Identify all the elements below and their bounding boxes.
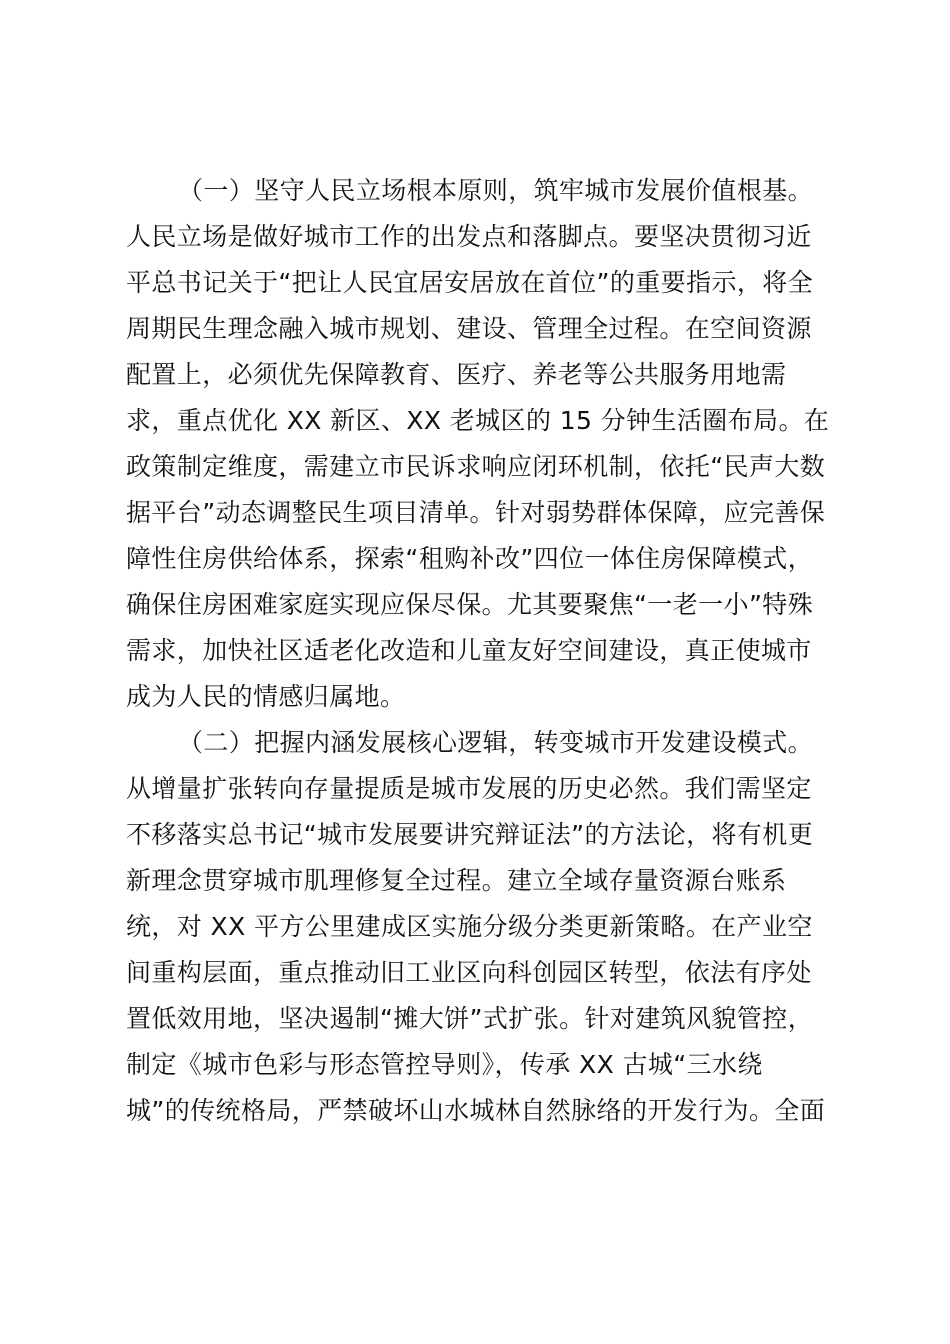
paragraph-line: 求，重点优化 XX 新区、XX 老城区的 15 分钟生活圈布局。在 — [126, 406, 830, 435]
paragraph-line: 间重构层面，重点推动旧工业区向科创园区转型，依法有序处 — [126, 958, 812, 987]
paragraph-line: 确保住房困难家庭实现应保尽保。尤其要聚焦“一老一小”特殊 — [126, 590, 814, 619]
paragraph-line: 制定《城市色彩与形态管控导则》，传承 XX 古城“三水绕 — [126, 1050, 763, 1079]
section-heading-2: （二）把握内涵发展核心逻辑，转变城市开发建设模式。 — [178, 728, 814, 757]
section-heading-1: （一）坚守人民立场根本原则，筑牢城市发展价值根基。 — [178, 176, 814, 205]
paragraph-line: 从增量扩张转向存量提质是城市发展的历史必然。我们需坚定 — [126, 774, 812, 803]
paragraph-line: 统，对 XX 平方公里建成区实施分级分类更新策略。在产业空 — [126, 912, 813, 941]
paragraph-line: 需求，加快社区适老化改造和儿童友好空间建设，真正使城市 — [126, 636, 812, 665]
paragraph-line: 障性住房供给体系，探索“租购补改”四位一体住房保障模式， — [126, 544, 814, 573]
paragraph-line: 不移落实总书记“城市发展要讲究辩证法”的方法论，将有机更 — [126, 820, 814, 849]
paragraph-line: 配置上，必须优先保障教育、医疗、养老等公共服务用地需 — [126, 360, 787, 389]
paragraph-line: 据平台”动态调整民生项目清单。针对弱势群体保障，应完善保 — [126, 498, 826, 527]
paragraph-line: 城”的传统格局，严禁破坏山水城林自然脉络的开发行为。全面 — [126, 1096, 826, 1125]
paragraph-line: 周期民生理念融入城市规划、建设、管理全过程。在空间资源 — [126, 314, 812, 343]
paragraph-line: 新理念贯穿城市肌理修复全过程。建立全域存量资源台账系 — [126, 866, 787, 895]
paragraph-line: 政策制定维度，需建立市民诉求响应闭环机制，依托“民声大数 — [126, 452, 826, 481]
paragraph-line: 成为人民的情感归属地。 — [126, 682, 406, 711]
paragraph-line: 置低效用地，坚决遏制“摊大饼”式扩张。针对建筑风貌管控， — [126, 1004, 814, 1033]
paragraph-line: 平总书记关于“把让人民宜居安居放在首位”的重要指示，将全 — [126, 268, 814, 297]
paragraph-line: 人民立场是做好城市工作的出发点和落脚点。要坚决贯彻习近 — [126, 222, 812, 251]
